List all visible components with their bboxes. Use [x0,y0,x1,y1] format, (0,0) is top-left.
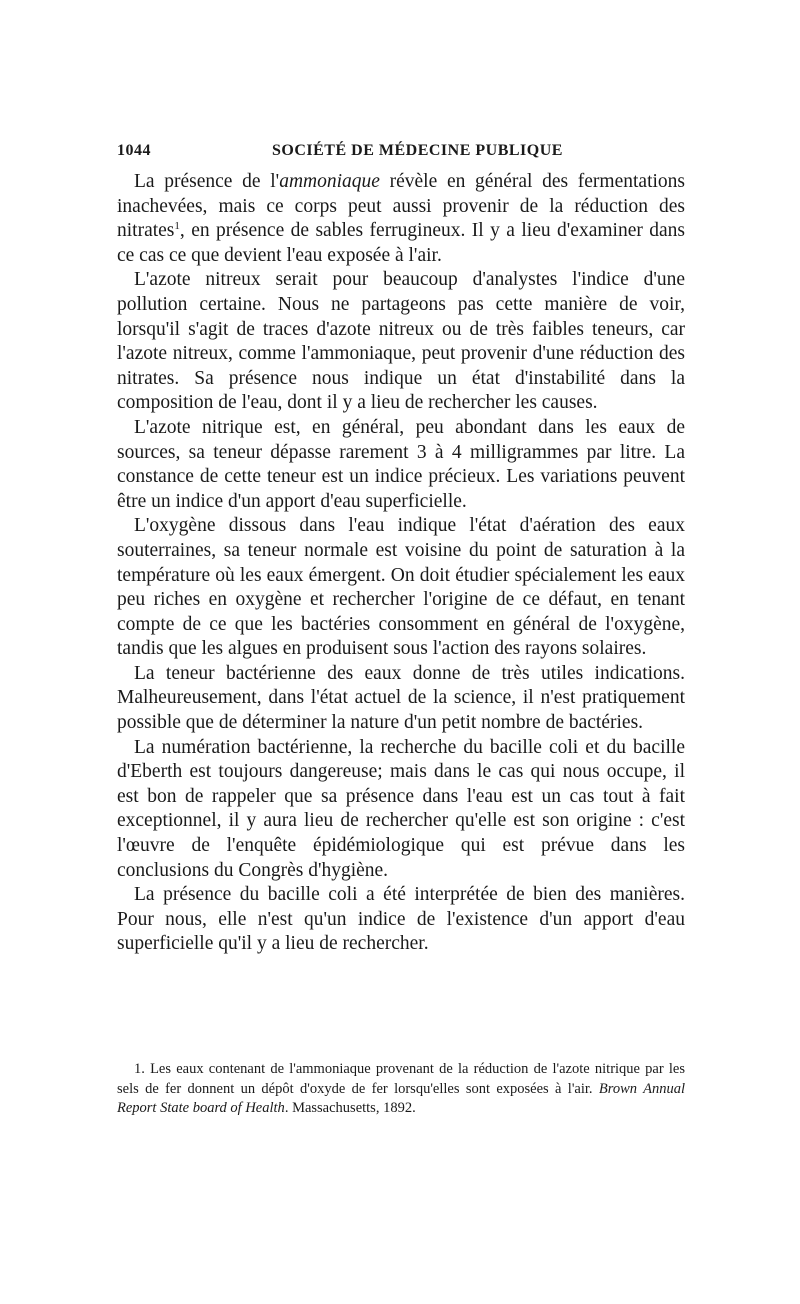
citation-title: Brown Annual Report State board of Health [117,1080,685,1116]
footnote-reference: 1 [174,220,180,233]
running-title: SOCIÉTÉ DE MÉDECINE PUBLIQUE [272,142,563,159]
page-number: 1044 [117,142,151,159]
body-text [117,170,685,957]
paragraph: La numération bactérienne, la recherche du bacille coli et du bacille d'Eberth est toujours dangereuse; mais dans le cas qui nous occupe, il est bon de rappeler que sa présence dans l'eau est un cas tout à fait exceptionnel, il y aura lieu de rechercher qu'elle est son origine : c'est l'œuvre de l'enquête épidémiologique qui est prévue dans les conclusions du Congrès d'hygiène. [117,736,685,881]
paragraph: L'azote nitrique est, en général, peu abondant dans les eaux de sources, sa teneur dépasse rarement 3 à 4 milligrammes par litre. La constance de cette teneur est un indice précieux. Les variations peuvent être un indice d'un apport d'eau superficielle. [117,416,685,512]
paragraph: L'oxygène dissous dans l'eau indique l'état d'aération des eaux souterraines, sa teneur normale est voisine du point de saturation à la température où les eaux émergent. On doit étudier spécialement les eaux peu riches en oxygène et rechercher l'origine de ce défaut, en tenant compte de ce que les bactéries consomment en général de l'oxygène, tandis que les algues en produisent sous l'action des rayons solaires. [117,515,685,660]
paragraph: La teneur bactérienne des eaux donne de très utiles indications. Malheureusement, dans l'état actuel de la science, il n'est pratiquement possible que de déterminer la nature d'un petit nombre de bactéries. [117,662,685,734]
footnote [117,1060,685,1119]
italic-term: ammoniaque [279,171,380,192]
paragraph: La présence de l'ammoniaque révèle en général des fermentations inachevées, mais ce corps peut aussi provenir de la réduction des nitrates$^1$, en présence de sables ferrugineux. Il y a lieu d'examiner dans ce cas ce que devient l'eau exposée à l'air. [117,171,685,266]
paragraph: L'azote nitreux serait pour beaucoup d'analystes l'indice d'une pollution certaine. Nous ne partageons pas cette manière de voir, lorsqu'il s'agit de traces d'azote nitreux ou de très faibles teneurs, car l'azote nitreux, comme l'ammoniaque, peut provenir d'une réduction des nitrates. Sa présence nous indique un état d'instabilité dans la composition de l'eau, dont il y a lieu de rechercher les causes. [117,269,685,414]
paragraph: La présence du bacille coli a été interprétée de bien des manières. Pour nous, elle n'est qu'un indice de l'existence d'un apport d'eau superficielle qu'il y a lieu de rechercher. [117,884,685,955]
running-header [117,142,683,164]
footnote-text: 1. Les eaux contenant de l'ammoniaque provenant de la réduction de l'azote nitrique par les sels de fer donnent un dépôt d'oxyde de fer lorsqu'elles sont exposées à l'air. Brown Annual Report State board of Health. Massachusetts, 1892. [117,1061,685,1116]
